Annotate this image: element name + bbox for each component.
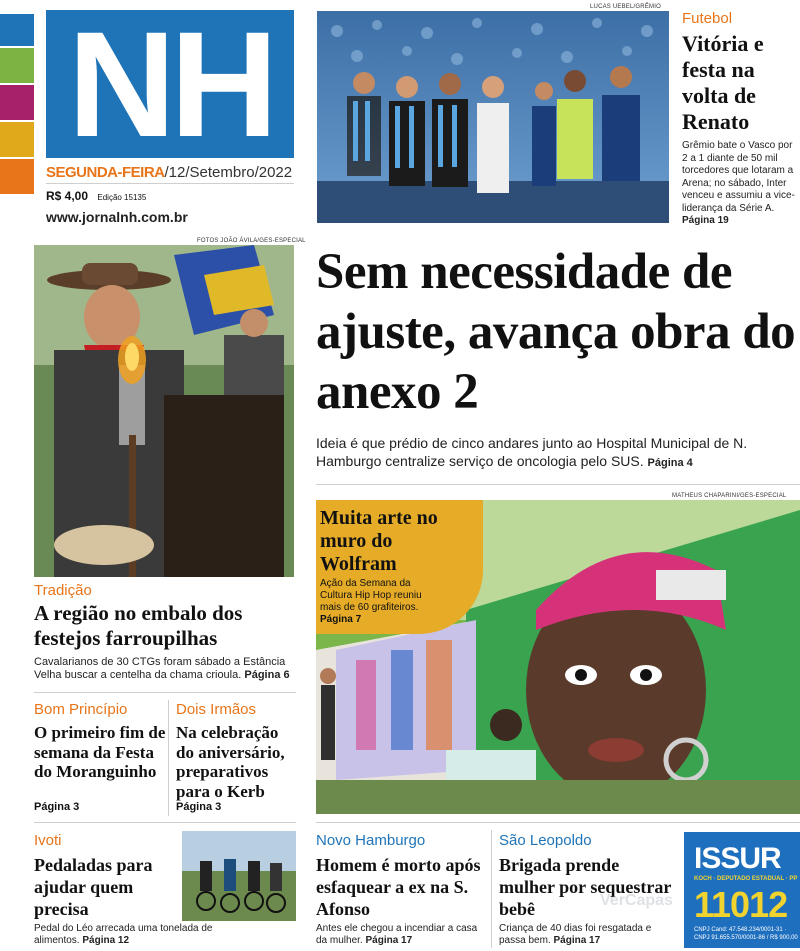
wolfram-headline[interactable]: Muita arte no muro do Wolfram	[320, 507, 438, 575]
ad-subtitle: KOCH · DEPUTADO ESTADUAL · PP	[694, 876, 798, 882]
price: R$ 4,00	[46, 189, 89, 203]
sao-leopoldo-body	[499, 923, 677, 947]
novo-hamburgo-body	[316, 923, 488, 947]
futebol-body-text: Grêmio bate o Vasco por 2 a 1 diante de 50 mil torcedores que lotaram a Arena; no sábado, Inter venceu e assumiu a vice-liderança da Série A.	[682, 140, 795, 214]
divider	[34, 692, 296, 693]
futebol-body	[682, 140, 798, 228]
divider	[34, 822, 296, 823]
ad-side-label: APENSO	[679, 872, 686, 898]
color-strip	[0, 14, 34, 220]
ad-brand: ISSUR	[694, 842, 781, 875]
bom-principio-headline[interactable]: O primeiro fim de semana da Festa do Moranguinho	[34, 723, 166, 781]
ad-number: 11012	[694, 884, 788, 925]
tradicao-body-text: Cavalarianos de 30 CTGs foram sábado a Estância Velha buscar a centelha da chama crioula.	[34, 656, 286, 681]
bom-principio-kicker: Bom Princípio	[34, 701, 128, 718]
political-ad[interactable]	[679, 832, 800, 948]
tradicao-kicker: Tradição	[34, 582, 92, 599]
photo-credit: LUCAS UEBEL/GRÊMIO	[590, 4, 661, 10]
futebol-headline[interactable]: Vitória e festa na volta de Renato	[682, 31, 764, 134]
main-page[interactable]: Página 4	[647, 457, 693, 469]
masthead-logo[interactable]	[46, 0, 294, 168]
sao-leopoldo-headline[interactable]: Brigada prende mulher por sequestrar bebê	[499, 855, 672, 919]
ivoti-page[interactable]: Página 12	[82, 935, 130, 946]
divider	[491, 830, 492, 948]
divider	[46, 183, 294, 184]
ad-footer: CNPJ Cand: 47.548.234/0001-31 · CNPJ 91.655.570/0001-86 / R$ 900,00	[694, 927, 798, 941]
color-bar-green	[0, 48, 34, 83]
date: /12/Setembro/2022	[164, 164, 293, 181]
main-body-text: Ideia é que prédio de cinco andares junto ao Hospital Municipal de N. Hamburgo centralize serviço de oncologia pelo SUS.	[316, 435, 748, 469]
photo-credit-tradicao: FOTOS JOÃO ÁVILA/GES-ESPECIAL	[197, 238, 306, 244]
novo-hamburgo-page[interactable]: Página 17	[365, 935, 413, 946]
ivoti-body	[34, 923, 214, 947]
divider	[316, 822, 800, 823]
website-link[interactable]: www.jornalnh.com.br	[46, 209, 188, 225]
sao-leopoldo-kicker: São Leopoldo	[499, 832, 592, 849]
watermark: VerCapas	[600, 892, 673, 909]
ivoti-kicker: Ivoti	[34, 832, 62, 849]
gremio-celebration-photo[interactable]	[317, 11, 669, 223]
cavalaria-photo[interactable]	[34, 245, 294, 577]
main-headline[interactable]: Sem necessidade de ajuste, avança obra do anexo 2	[316, 244, 796, 420]
wolfram-page[interactable]: Página 7	[320, 614, 362, 625]
sao-leopoldo-body-text: Criança de 40 dias foi resgatada e passa bem.	[499, 923, 652, 946]
ivoti-body-text: Pedal do Léo arrecada uma tonelada de alimentos.	[34, 923, 213, 946]
futebol-page[interactable]: Página 19	[682, 215, 729, 226]
futebol-kicker: Futebol	[682, 10, 733, 27]
price-line	[46, 189, 146, 203]
color-bar-yellow	[0, 122, 34, 157]
main-body	[316, 434, 800, 472]
dois-irmaos-kicker: Dois Irmãos	[176, 701, 257, 718]
color-bar-blue	[0, 14, 34, 46]
photo-credit-wolfram: MATHEUS CHAPARINI/GES-ESPECIAL	[672, 493, 787, 499]
date-line	[46, 164, 292, 181]
color-bar-orange	[0, 159, 34, 194]
color-bar-magenta	[0, 85, 34, 120]
tradicao-body	[34, 656, 296, 682]
tradicao-page[interactable]: Página 6	[244, 669, 290, 681]
dois-irmaos-page[interactable]: Página 3	[176, 801, 222, 813]
wolfram-body	[320, 578, 438, 626]
logo-text: NH	[67, 0, 273, 168]
novo-hamburgo-kicker: Novo Hamburgo	[316, 832, 426, 849]
weekday: SEGUNDA-FEIRA	[46, 164, 165, 181]
divider	[316, 484, 800, 485]
bom-principio-page[interactable]: Página 3	[34, 801, 80, 813]
sao-leopoldo-page[interactable]: Página 17	[553, 935, 601, 946]
dois-irmaos-headline[interactable]: Na celebração do aniversário, preparativos para o Kerb	[176, 723, 285, 801]
ivoti-headline[interactable]: Pedaladas para ajudar quem precisa	[34, 855, 153, 919]
edition: Edição 15135	[97, 193, 147, 202]
wolfram-body-text: Ação da Semana da Cultura Hip Hop reuniu mais de 60 grafiteiros.	[320, 578, 422, 613]
novo-hamburgo-body-text: Antes ele chegou a incendiar a casa da mulher.	[316, 923, 478, 946]
divider	[168, 700, 169, 816]
tradicao-headline[interactable]: A região no embalo dos festejos farroupilhas	[34, 601, 243, 650]
novo-hamburgo-headline[interactable]: Homem é morto após esfaquear a ex na S. Afonso	[316, 855, 481, 919]
cyclists-photo[interactable]	[182, 831, 296, 921]
